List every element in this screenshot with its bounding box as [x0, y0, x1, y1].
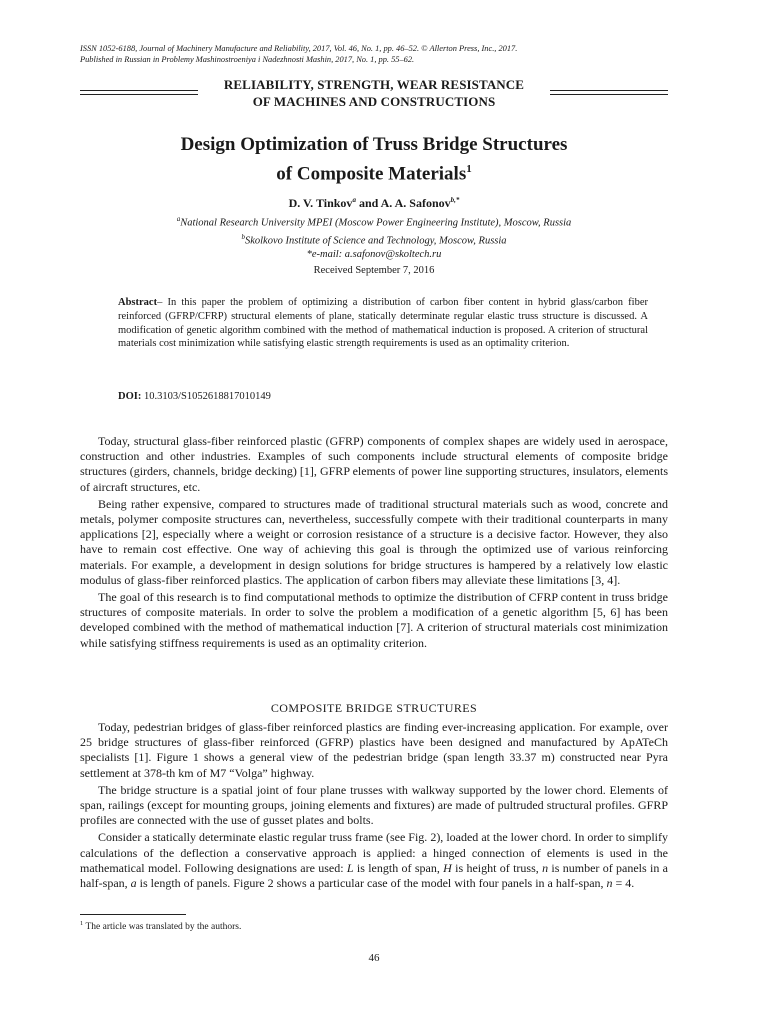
author1-affil-mark: a — [352, 196, 356, 204]
section2-paragraph-2: The bridge structure is a spatial joint of four plane trusses with walkway supported by the lower chord. Elements of span, railings (except for mounting groups, joining elements and fixtures) are made of pultruded structural profiles. GFRP profiles are connected with the use of gusset plates and bolts. — [80, 782, 668, 828]
authors — [80, 192, 668, 211]
paper-title-line2-text: of Composite Materials — [276, 163, 467, 185]
affiliation-b-text: Skolkovo Institute of Science and Technology, Moscow, Russia — [244, 235, 507, 247]
received-date: Received September 7, 2016 — [313, 265, 435, 276]
section-title-line2: OF MACHINES AND CONSTRUCTIONS — [252, 94, 496, 109]
journal-citation: ISSN 1052-6188, Journal of Machinery Manufacture and Reliability, 2017, Vol. 46, No. 1, pp. 46–52. © Allerton Press, Inc., 2017. — [80, 44, 518, 53]
title-footnote-mark[interactable]: 1 — [466, 163, 472, 175]
affiliation-a-text: National Research University MPEI (Moscow Power Engineering Institute), Moscow, Russia — [180, 217, 572, 229]
abstract-text: – In this paper the problem of optimizing a distribution of carbon fiber content in hybrid glass/carbon fiber reinforced (GFRP/CFRP) structural elements of plane, statically determinate regular elastic truss structure is discussed. A modification of genetic algorithm combined with the method of mathematical induction is proposed. A criterion of structural materials cost minimization while satisfying elastic strength requirements is used as an optimality criterion. — [118, 297, 648, 350]
author2-affil-mark — [451, 196, 460, 204]
p3-part-d: is number of panels in a half-span, — [80, 860, 668, 891]
affiliation-a-mark: a — [176, 215, 181, 223]
doi-label: DOI: — [118, 391, 142, 402]
var-n: n — [542, 860, 549, 875]
journal-translation-note: Published in Russian in Problemy Mashinostroeniya i Nadezhnosti Mashin, 2017, No. 1, pp. 55–62. — [80, 54, 415, 64]
p3-part-c: is height of truss, — [451, 860, 543, 875]
paper-title — [80, 132, 668, 186]
intro-paragraph-2: Being rather expensive, compared to structures made of traditional structural materials such as wood, concrete and metals, polymer composite structures can, nevertheless, successfully compete with their traditional counterparts in many applications [2], especially where a weight or corrosion resistance of a structure is a decisive factor. However, they also have to remain cost effective. One way of achieving this goal is through the optimized use of various reinforcing materials. For example, a development in design solutions for bridge structures is hampered by a relatively low elastic modulus of glass-fiber reinforced plastics. The application of carbon fibers may alleviate these limitations [3, 4]. — [80, 496, 668, 587]
p3-part-e: is length of panels. Figure 2 shows a particular case of the model with four panels in a half-span, — [136, 876, 607, 891]
author-connector: and — [355, 196, 381, 210]
doi — [118, 390, 648, 404]
footnote-text: The article was translated by the authors. — [83, 922, 242, 933]
footnote — [80, 918, 668, 933]
section-rule-left — [80, 90, 198, 95]
section-heading-composite-bridge-structures: COMPOSITE BRIDGE STRUCTURES — [270, 701, 478, 715]
affiliation-b — [80, 230, 668, 249]
section2-paragraph-3 — [80, 830, 668, 891]
var-a: a — [130, 876, 137, 891]
section-title-line1: RELIABILITY, STRENGTH, WEAR RESISTANCE — [223, 77, 525, 92]
abstract — [118, 296, 648, 351]
var-H: H — [443, 860, 452, 875]
author-email[interactable]: *e-mail: a.safonov@skoltech.ru — [306, 249, 442, 260]
page-number: 46 — [368, 952, 380, 964]
affiliation-a — [80, 212, 668, 231]
abstract-label: Abstract — [118, 297, 158, 308]
journal-header — [80, 44, 690, 65]
introduction — [80, 434, 668, 653]
p3-part-a: Consider a statically determinate elastic regular truss frame (see Fig. 2), loaded at the lower chord. In order to simplify calculations of the deflection a conservative approach is applied: a hinged connection of elements is used in the mathematical model. Following designations are used: — [80, 830, 668, 875]
p3-part-b: is length of span, — [353, 860, 444, 875]
p3-part-f: = 4. — [612, 876, 635, 891]
intro-paragraph-3: The goal of this research is to find computational methods to optimize the distribution of CFRP content in truss bridge structures of composite materials. In order to solve the problem a modification of a genetic algorithm [5, 6] has been developed combined with the method of mathematical induction [7]. A criterion of structural materials cost minimization while satisfying stiffness requirements is used as an optimality criterion. — [80, 590, 668, 650]
footnote-mark: 1 — [80, 920, 84, 927]
var-n-2: n — [606, 876, 613, 891]
affiliation-b-mark: b — [241, 233, 245, 241]
author-safonov: A. A. Safonov — [380, 196, 451, 210]
composite-bridge-section — [80, 720, 668, 893]
paper-title-line1: Design Optimization of Truss Bridge Structures — [180, 134, 568, 155]
author-tinkov: D. V. Tinkov — [288, 196, 353, 210]
author2-affil-letter: b, — [450, 196, 456, 204]
intro-paragraph-1: Today, structural glass-fiber reinforced plastic (GFRP) components of complex shapes are widely used in aerospace, construction and other industries. Examples of such components include structural elements of composite bridge structures (girders, channels, bridge decking) [1], GFRP elements of power line supporting structures, insulators, elements of aircraft structures, etc. — [80, 434, 668, 494]
section2-paragraph-1: Today, pedestrian bridges of glass-fiber reinforced plastics are finding ever-increasing application. For example, over 25 bridge structures of glass-fiber reinforced (GFRP) plastics have been designed and manufactured by ApATeCh specialists [1]. Figure 1 shows a general view of the pedestrian bridge (span length 33.37 m) constructed near Pyra settlement at 378-th km of M7 “Volga” highway. — [80, 720, 668, 780]
doi-value[interactable]: 10.3103/S1052618817010149 — [141, 391, 271, 402]
author2-email-star: * — [455, 196, 460, 204]
var-L: L — [346, 860, 354, 875]
footnote-rule — [80, 914, 186, 915]
section-title — [80, 76, 668, 110]
section-title-text — [198, 76, 550, 110]
paper-title-line2 — [80, 157, 668, 186]
section-rule-right — [550, 90, 668, 95]
